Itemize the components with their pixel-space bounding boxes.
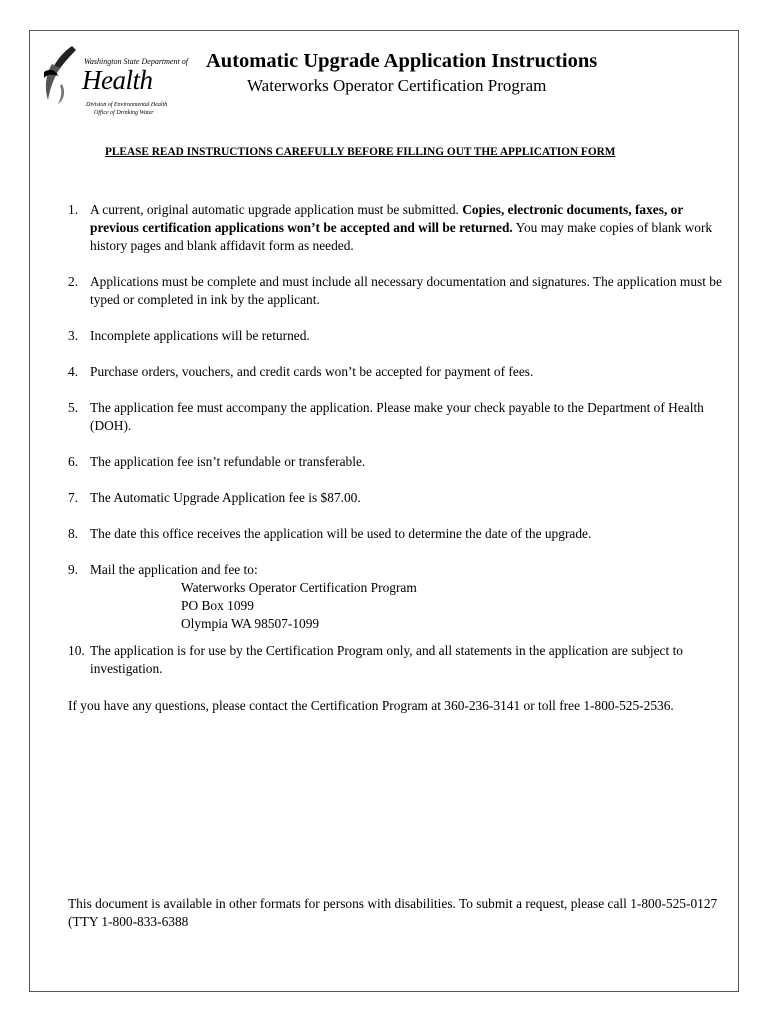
list-item — [68, 399, 733, 435]
list-item — [68, 363, 733, 381]
item-number: 8. — [68, 526, 79, 541]
item-number: 1. — [68, 202, 79, 217]
item-text: Incomplete applications will be returned. — [90, 328, 310, 343]
leaf-swoosh-icon — [42, 44, 82, 106]
mailing-address — [68, 579, 733, 633]
address-line: PO Box 1099 — [181, 598, 254, 613]
contact-info: If you have any questions, please contact the Certification Program at 360-236-3141 or toll free 1-800-525-2536. — [68, 698, 674, 713]
item-text: You may make copies of blank work history pages and blank affidavit form as needed. — [90, 220, 713, 253]
item-text: The application fee must accompany the application. Please make your check payable to the Department of Health (DOH). — [90, 400, 704, 433]
item-text: Mail the application and fee to: — [90, 562, 258, 577]
page-title: Automatic Upgrade Application Instructions — [206, 50, 598, 72]
address-line: Olympia WA 98507-1099 — [181, 616, 320, 631]
logo-department: Washington State Department of — [84, 57, 188, 66]
doh-logo — [42, 44, 188, 124]
item-number: 9. — [68, 562, 79, 577]
instructions-list — [68, 201, 733, 696]
item-text: The application fee isn’t refundable or transferable. — [90, 454, 366, 469]
list-item — [68, 273, 733, 309]
list-item — [68, 561, 733, 579]
item-text: A current, original automatic upgrade application must be submitted. — [90, 202, 463, 217]
item-text: The date this office receives the application will be used to determine the date of the upgrade. — [90, 526, 592, 541]
instructions-notice: PLEASE READ INSTRUCTIONS CAREFULLY BEFORE FILLING OUT THE APPLICATION FORM — [105, 146, 616, 158]
item-number: 4. — [68, 364, 79, 379]
item-number: 5. — [68, 400, 79, 415]
list-item — [68, 642, 733, 678]
logo-division: Division of Environmental Health — [86, 102, 168, 108]
list-item — [68, 453, 733, 471]
item-number: 2. — [68, 274, 79, 289]
address-line: Waterworks Operator Certification Program — [181, 580, 417, 595]
list-item — [68, 525, 733, 543]
item-text: Purchase orders, vouchers, and credit cards won’t be accepted for payment of fees. — [90, 364, 534, 379]
item-text: The application is for use by the Certification Program only, and all statements in the application are subject to investigation. — [90, 643, 683, 676]
logo-office: Office of Drinking Water — [94, 110, 154, 116]
item-number: 3. — [68, 328, 79, 343]
list-item — [68, 201, 733, 255]
list-item — [68, 489, 733, 507]
item-number: 7. — [68, 490, 79, 505]
logo-health: Health — [82, 65, 153, 95]
item-text: Applications must be complete and must include all necessary documentation and signatures. The application must be typed or completed in ink by the applicant. — [90, 274, 722, 307]
list-item — [68, 327, 733, 345]
item-text: The Automatic Upgrade Application fee is $87.00. — [90, 490, 361, 505]
item-number: 6. — [68, 454, 79, 469]
item-number: 10. — [68, 643, 85, 658]
page-subtitle: Waterworks Operator Certification Program — [247, 76, 547, 95]
item-bold-text: Copies, electronic documents, faxes, or previous certification applications won’t be accepted and will be returned. — [90, 202, 684, 235]
accessibility-note: This document is available in other formats for persons with disabilities. To submit a request, please call 1-800-525-0127 (TTY 1-800-833-6388 — [68, 896, 718, 929]
